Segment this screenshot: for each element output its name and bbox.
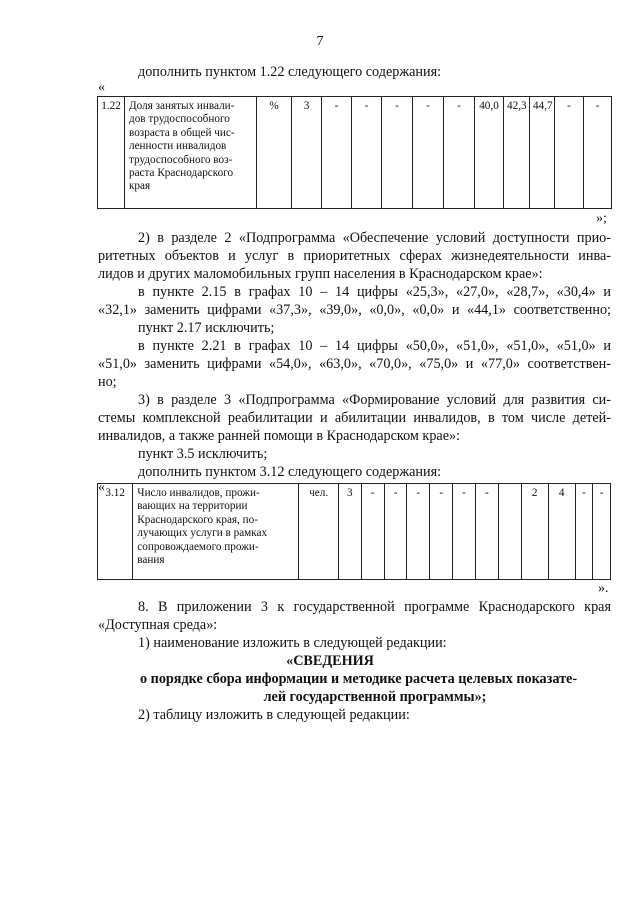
section2-line9: но; <box>98 374 117 390</box>
open-quote-1: « <box>98 80 105 95</box>
row-number: 1.22 <box>98 97 125 209</box>
value-cell: - <box>453 484 476 580</box>
value-cell: - <box>593 484 611 580</box>
indicator-table-1-22 <box>97 96 612 209</box>
value-cell: - <box>413 97 444 209</box>
section8-line3: 1) наименование изложить в следующей редакции: <box>138 635 447 651</box>
name-line: трудоспособного воз- <box>129 153 233 166</box>
heading-line3: лей государственной программы»; <box>263 689 487 705</box>
name-line: вания <box>137 554 165 567</box>
section8-line2: «Доступная среда»: <box>98 617 218 633</box>
table-row <box>98 97 612 209</box>
section3-line2: стемы комплексной реабилитации и абилитации инвалидов, в том числе детей- <box>98 410 611 426</box>
value-cell: - <box>555 97 584 209</box>
value-cell: 44,7 <box>530 97 555 209</box>
value-cell: 3 <box>338 484 361 580</box>
value-cell: - <box>584 97 612 209</box>
open-quote-2: « <box>98 480 105 495</box>
name-line: дов трудоспособного <box>129 113 230 126</box>
indicator-name <box>125 97 257 209</box>
name-line: раста Краснодарского <box>129 167 234 180</box>
value-cell: - <box>407 484 430 580</box>
name-line: лучающих услуги в рамках <box>137 527 268 540</box>
section2-line5: «32,1» заменить цифрами «37,3», «39,0», «0,0», «0,0» и «44,1» соответственно; <box>98 302 611 318</box>
unit-cell: чел. <box>299 484 338 580</box>
name-line: сопровождаемого прожи- <box>137 540 259 553</box>
section2-line4: в пункте 2.15 в графах 10 – 14 цифры «25,3», «27,0», «28,7», «30,4» и <box>138 284 611 300</box>
name-line: Доля занятых инвали- <box>129 100 235 112</box>
section3-line4: пункт 3.5 исключить; <box>138 446 268 462</box>
section3-line3: инвалидов, а также ранней помощи в Краснодарском крае»: <box>98 428 461 444</box>
value-cell: - <box>322 97 352 209</box>
name-line: вающих на территории <box>137 500 248 513</box>
value-cell: - <box>475 484 498 580</box>
value-cell: - <box>430 484 453 580</box>
indicator-name <box>133 484 299 580</box>
value-cell: 40,0 <box>475 97 504 209</box>
heading-svedeniya: «СВЕДЕНИЯ <box>286 653 374 669</box>
name-line: ленности инвалидов <box>129 140 227 153</box>
indicator-table-3-12 <box>97 483 611 580</box>
close-quote-2: ». <box>598 581 609 596</box>
section2-line1: 2) в разделе 2 «Подпрограмма «Обеспечение условий доступности прио- <box>138 230 611 246</box>
value-cell: 42,3 <box>504 97 530 209</box>
section2-line7: в пункте 2.21 в графах 10 – 14 цифры «50,0», «51,0», «51,0», «51,0» и <box>138 338 611 354</box>
section8-line1: 8. В приложении 3 к государственной программе Краснодарского края <box>138 599 611 615</box>
name-line: возраста в общей чис- <box>129 126 235 139</box>
section2-line2: ритетных объектов и услуг в приоритетных сферах жизнедеятельности инва- <box>98 248 611 264</box>
value-cell: 2 <box>521 484 548 580</box>
section2-line3: лидов и других маломобильных групп населения в Краснодарском крае»: <box>98 266 543 282</box>
heading-line2: о порядке сбора информации и методике расчета целевых показате- <box>140 671 578 687</box>
section3-line5: дополнить пунктом 3.12 следующего содержания: <box>138 464 442 480</box>
paragraph-add-1-22: дополнить пунктом 1.22 следующего содержания: <box>138 64 442 80</box>
value-cell: - <box>382 97 413 209</box>
name-line: края <box>129 180 151 193</box>
unit-cell: % <box>257 97 292 209</box>
page-number: 7 <box>316 34 324 49</box>
value-cell: - <box>352 97 382 209</box>
section2-line8: «51,0» заменить цифрами «54,0», «63,0», «70,0», «75,0» и «77,0» соответствен- <box>98 356 611 372</box>
value-cell: 3 <box>292 97 322 209</box>
value-cell: - <box>575 484 593 580</box>
table-row <box>98 484 611 580</box>
close-quote-1: »; <box>596 211 607 226</box>
name-line: Краснодарского края, по- <box>137 513 258 526</box>
section2-line6: пункт 2.17 исключить; <box>138 320 275 336</box>
value-cell: - <box>384 484 407 580</box>
section8-line4: 2) таблицу изложить в следующей редакции: <box>138 707 410 723</box>
empty-cell <box>498 484 521 580</box>
value-cell: - <box>361 484 384 580</box>
value-cell: 4 <box>548 484 575 580</box>
value-cell: - <box>444 97 475 209</box>
row-number: 3.12 <box>98 484 133 580</box>
name-line: Число инвалидов, прожи- <box>137 487 260 499</box>
section3-line1: 3) в разделе 3 «Подпрограмма «Формирование условий для развития си- <box>138 392 611 408</box>
